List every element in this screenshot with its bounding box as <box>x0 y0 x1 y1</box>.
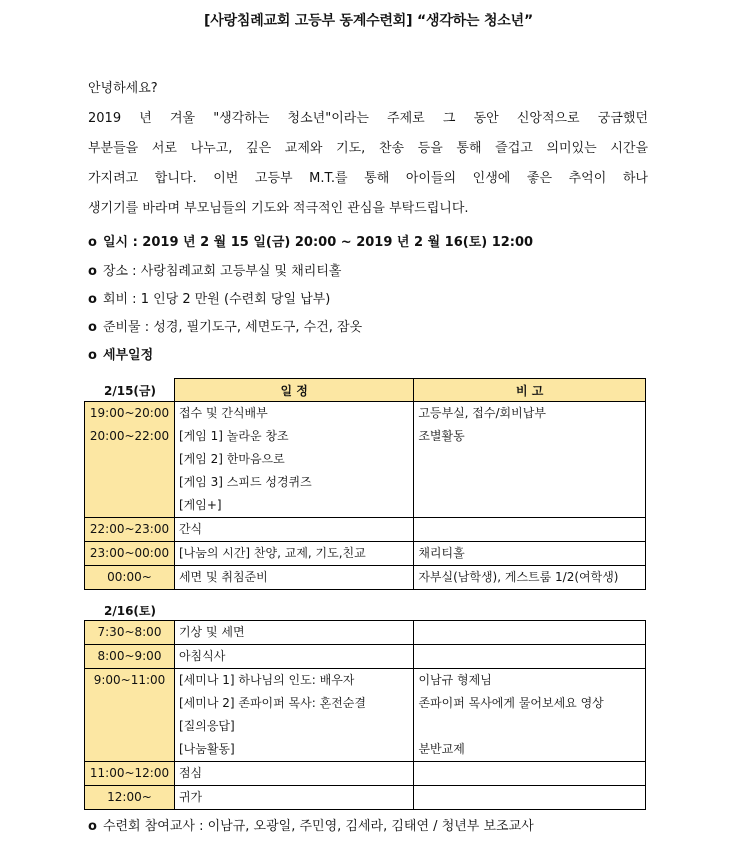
note-cell: 조별활동 <box>418 429 465 443</box>
bullet-icon: o <box>88 819 97 834</box>
day2-schedule-table <box>84 620 646 810</box>
plan-cell: 점심 <box>178 766 203 780</box>
time-cell: 22:00~23:00 <box>89 522 170 536</box>
time-cell: 9:00~11:00 <box>93 673 166 687</box>
bullet-icon: o <box>88 320 97 335</box>
schedule-heading: o 세부일정 <box>88 346 688 366</box>
plan-column-header: 일 정 <box>174 379 413 402</box>
note-cell <box>418 645 641 668</box>
note-cell: 고등부실, 접수/회비납부 <box>418 406 546 420</box>
teachers-line: o 수련회 참여교사 : 이남규, 오광일, 주민영, 김세라, 김태연 / 청년부 보조교사 <box>88 819 534 834</box>
info-place: o 장소 : 사랑침례교회 고등부실 및 채리티홀 <box>88 262 688 282</box>
plan-cell: [질의응답] <box>178 719 235 733</box>
day-label-cell <box>85 379 175 402</box>
note-cell <box>418 621 641 644</box>
time-cell: 11:00~12:00 <box>89 766 170 780</box>
note-cell <box>418 786 641 809</box>
day1-schedule-table <box>84 378 646 590</box>
note-cell: 존파이퍼 목사에게 물어보세요 영상 <box>418 696 604 710</box>
time-cell: 19:00~20:00 <box>89 406 170 420</box>
bullet-icon: o <box>88 235 97 250</box>
table-row <box>85 762 646 786</box>
plan-cell: [게임+] <box>178 498 222 512</box>
intro-line: 부분들을 서로 나누고, 깊은 교제와 기도, 찬송 등을 통해 즐겁고 의미있는 시간을 <box>88 141 648 156</box>
time-cell: 12:00~ <box>107 790 152 804</box>
table-row <box>85 645 646 669</box>
plan-cell: [게임 3] 스피드 성경퀴즈 <box>178 475 312 489</box>
time-cell: 7:30~8:00 <box>97 625 162 639</box>
table-row <box>85 402 646 518</box>
info-fee: o 회비 : 1 인당 2 만원 (수련회 당일 납부) <box>88 290 688 310</box>
plan-cell: 귀가 <box>178 790 203 804</box>
day1-label: 2/15(금) <box>104 384 156 398</box>
intro-line: 가지려고 합니다. 이번 고등부 M.T.를 통해 아이들의 인생에 좋은 추억이 하나 <box>88 171 648 186</box>
plan-cell: 기상 및 세면 <box>178 625 245 639</box>
plan-cell: 접수 및 간식배부 <box>178 406 268 420</box>
table-row <box>85 621 646 645</box>
plan-cell: [나눔의 시간] 찬양, 교제, 기도,친교 <box>178 546 366 560</box>
table-header-row <box>85 379 646 402</box>
intro-section <box>88 74 648 224</box>
time-cell: 00:00~ <box>107 570 152 584</box>
intro-line: 2019 년 겨울 "생각하는 청소년"이라는 주제로 그 동안 신앙적으로 궁금했던 <box>88 111 648 126</box>
info-supplies: o 준비물 : 성경, 필기도구, 세면도구, 수건, 잠옷 <box>88 318 688 338</box>
note-cell: 자부실(남학생), 게스트룸 1/2(여학생) <box>418 570 619 584</box>
plan-cell: [게임 2] 한마음으로 <box>178 452 285 466</box>
plan-cell: 세면 및 취침준비 <box>178 570 268 584</box>
plan-cell: [세미나 2] 존파이퍼 목사: 혼전순결 <box>178 696 366 710</box>
table-row <box>85 566 646 590</box>
bullet-icon: o <box>88 348 97 363</box>
plan-cell: 아침식사 <box>178 649 226 663</box>
info-date: o 일시 : 2019 년 2 월 15 일(금) 20:00 ~ 2019 년 2 월 16(토) 12:00 <box>88 233 688 253</box>
intro-line: 생기기를 바라며 부모님들의 기도와 적극적인 관심을 부탁드립니다. <box>88 201 469 216</box>
table-row <box>85 669 646 762</box>
plan-cell: 간식 <box>178 522 203 536</box>
time-cell: 8:00~9:00 <box>97 649 162 663</box>
table-row <box>85 542 646 566</box>
bullet-icon: o <box>88 292 97 307</box>
plan-cell: [세미나 1] 하나님의 인도: 배우자 <box>178 673 355 687</box>
day2-label: 2/16(토) <box>104 604 156 618</box>
note-cell: 분반교제 <box>418 742 465 756</box>
plan-cell: [게임 1] 놀라운 창조 <box>178 429 289 443</box>
note-cell <box>418 762 641 785</box>
table-row <box>85 786 646 810</box>
bullet-icon: o <box>88 264 97 279</box>
note-cell <box>418 518 641 541</box>
note-cell: 이남규 형제님 <box>418 673 492 687</box>
time-cell: 23:00~00:00 <box>89 546 170 560</box>
greeting: 안녕하세요? <box>88 81 158 96</box>
note-column-header: 비 고 <box>414 379 646 402</box>
document-title: [사랑침례교회 고등부 동계수련회] “생각하는 청소년” <box>204 13 533 29</box>
table-row <box>85 518 646 542</box>
note-cell: 채리티홀 <box>418 546 465 560</box>
note-cell <box>418 715 641 738</box>
plan-cell: [나눔활동] <box>178 742 235 756</box>
time-cell: 20:00~22:00 <box>89 429 170 443</box>
